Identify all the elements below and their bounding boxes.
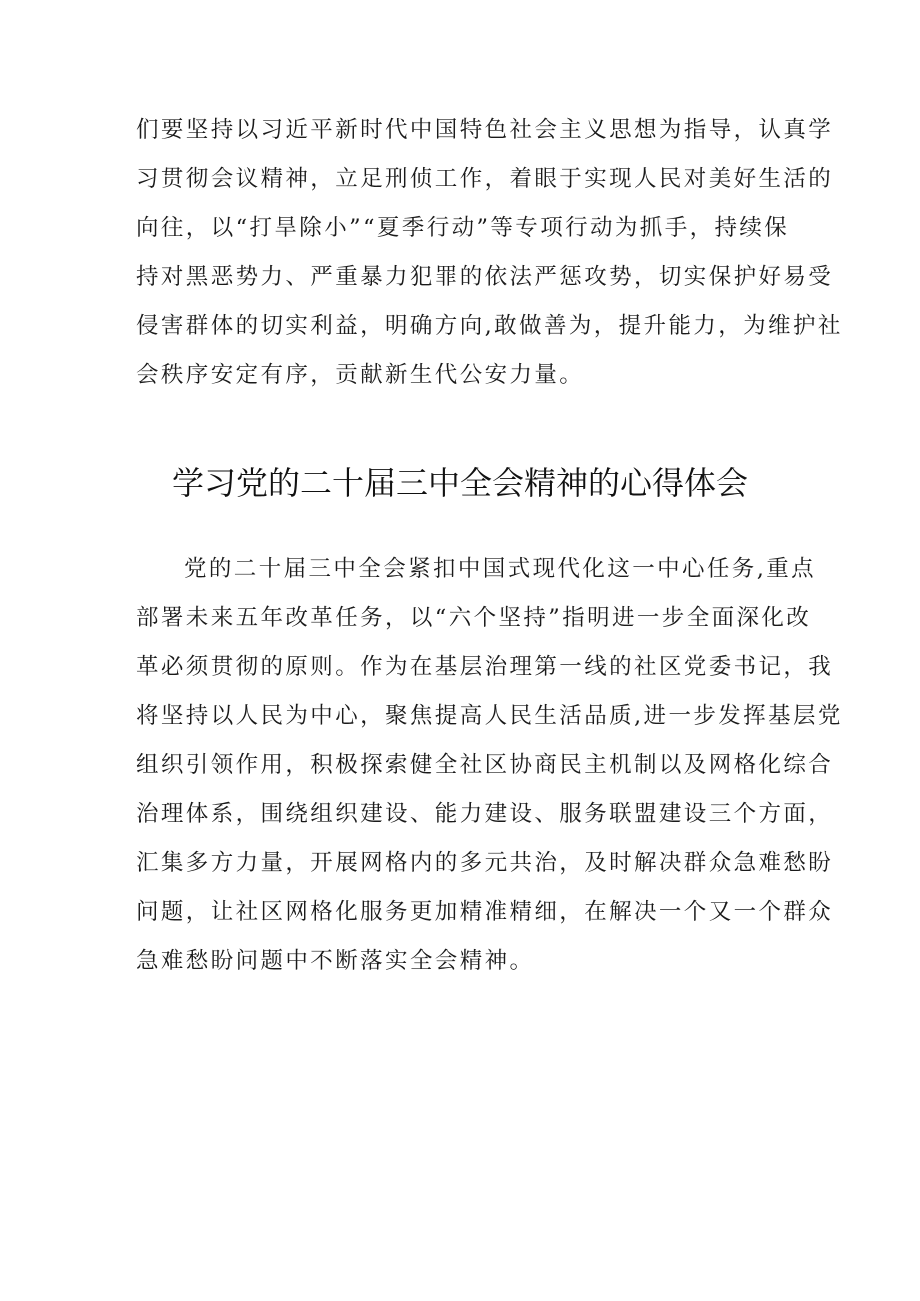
paragraph-line: 习贯彻会议精神，立足刑侦工作，着眼于实现人民对美好生活的 [136, 166, 834, 192]
paragraph-line: 组织引领作用，积极探索健全社区协商民主机制以及网格化综合 [136, 752, 834, 778]
paragraph-line: 部署未来五年改革任务，以“六个坚持”指明进一步全面深化改 [136, 605, 812, 631]
paragraph-line: 持对黑恶势力、严重暴力犯罪的依法严惩攻势，切实保护好易受 [136, 264, 834, 290]
paragraph-line: 将坚持以人民为中心，聚焦提高人民生活品质,进一步发挥基层党 [136, 703, 843, 729]
paragraph-line: 党的二十届三中全会紧扣中国式现代化这一中心任务,重点 [184, 556, 817, 582]
paragraph-line: 们要坚持以习近平新时代中国特色社会主义思想为指导，认真学 [136, 117, 834, 143]
section-heading: 学习党的二十届三中全会精神的心得体会 [171, 464, 748, 502]
paragraph-line: 革必须贯彻的原则。作为在基层治理第一线的社区党委书记，我 [136, 654, 834, 680]
paragraph-line: 会秩序安定有序，贡献新生代公安力量。 [136, 362, 585, 388]
paragraph-line: 治理体系，围绕组织建设、能力建设、服务联盟建设三个方面， [136, 801, 834, 827]
paragraph-line: 急难愁盼问题中不断落实全会精神。 [136, 948, 535, 974]
paragraph-line: 侵害群体的切实利益，明确方向,敢做善为，提升能力，为维护社 [136, 313, 843, 339]
continued-paragraph [136, 106, 843, 400]
paragraph-line: 向往，以“打旱除小”“夏季行动”等专项行动为抓手，持续保 [136, 215, 790, 241]
paragraph-line: 问题，让社区网格化服务更加精准精细，在解决一个又一个群众 [136, 899, 834, 925]
paragraph-line: 汇集多方力量，开展网格内的多元共治，及时解决群众急难愁盼 [136, 850, 834, 876]
essay-paragraph [136, 545, 843, 986]
